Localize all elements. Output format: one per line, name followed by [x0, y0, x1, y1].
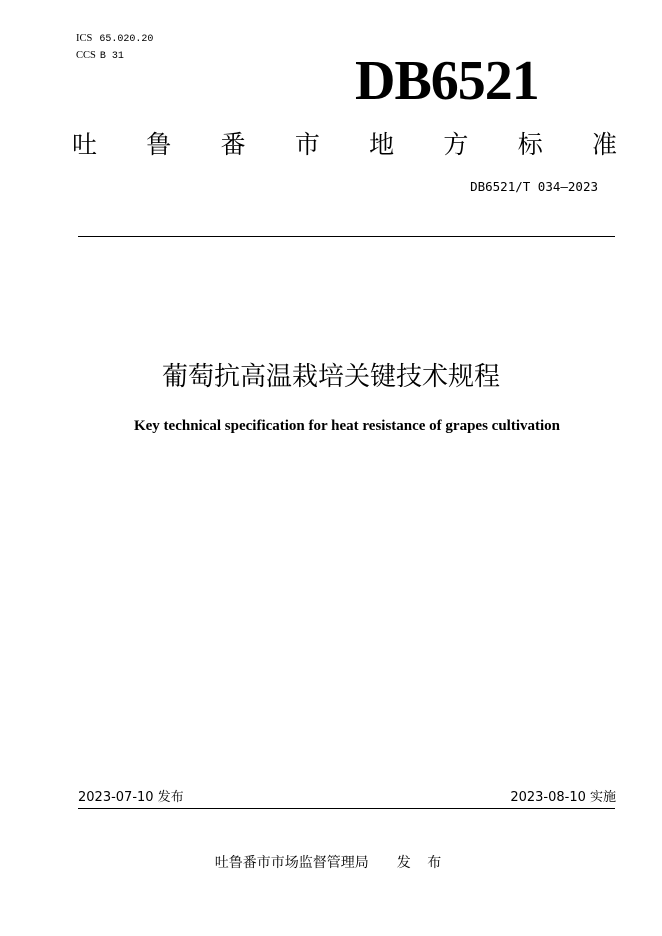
footer-divider — [78, 808, 615, 809]
standard-type-char: 方 — [443, 130, 469, 159]
standard-type-char: 标 — [517, 130, 543, 159]
ccs-code: B 31 — [99, 51, 124, 62]
standard-type-char: 番 — [220, 130, 246, 159]
ccs-line — [76, 50, 124, 63]
standard-type-char: 地 — [369, 130, 395, 159]
ics-label: ICS — [76, 33, 93, 44]
ccs-label: CCS — [76, 50, 96, 61]
implement-date: 2023-08-10 实施 — [510, 790, 616, 805]
issue-date: 2023-07-10 发布 — [78, 790, 184, 805]
standard-type-char: 鲁 — [146, 130, 172, 159]
db-logo: DB6521 — [355, 50, 539, 112]
document-title-en: Key technical specification for heat resistance of grapes cultivation — [133, 418, 561, 434]
standard-type-char: 准 — [591, 130, 617, 159]
issuer-line — [0, 853, 662, 873]
issuer-action: 发 布 — [396, 855, 448, 871]
standard-type-char: 吐 — [72, 130, 98, 159]
standard-type-char: 市 — [294, 130, 320, 159]
ics-code: 65.020.20 — [99, 34, 154, 45]
issuer-name: 吐鲁番市市场监督管理局 — [214, 855, 369, 871]
standard-type-title — [72, 128, 617, 162]
header-divider — [78, 236, 615, 237]
ics-line — [76, 33, 153, 46]
standard-number: DB6521/T 034—2023 — [470, 179, 598, 194]
document-title-cn: 葡萄抗高温栽培关键技术规程 — [161, 362, 500, 392]
